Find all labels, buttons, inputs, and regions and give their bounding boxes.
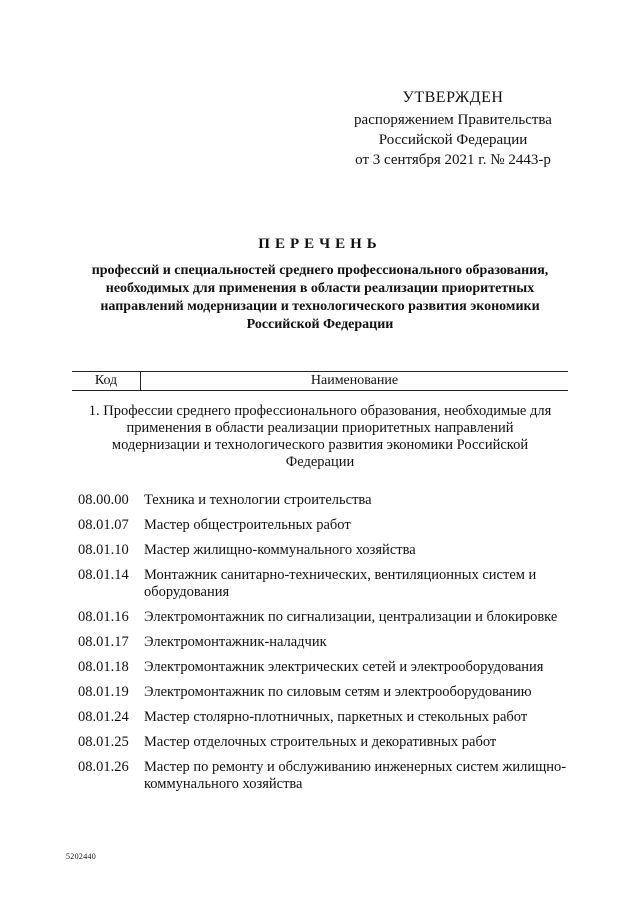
row-name: Мастер общестроительных работ	[144, 517, 351, 533]
document-subtitle: профессий и специальностей среднего профессионального образования, необходимых для применения в области реализации приоритетных направлений модернизации и технологического развития экономики Российской Федерации	[91, 263, 549, 332]
document-heading: ПЕРЕЧЕНЬ	[258, 236, 382, 252]
row-code: 08.00.00	[78, 492, 129, 508]
table-row	[78, 659, 568, 676]
table-row	[78, 517, 568, 534]
row-code: 08.01.19	[78, 684, 129, 700]
row-code: 08.01.26	[78, 759, 129, 775]
row-name: Мастер столярно-плотничных, паркетных и стекольных работ	[144, 709, 528, 725]
row-name: Мастер по ремонту и обслуживанию инженерных систем жилищно-коммунального хозяйства	[144, 759, 567, 792]
table-row	[78, 684, 568, 701]
table-row	[78, 567, 568, 601]
table-row	[78, 734, 568, 751]
row-code: 08.01.18	[78, 659, 129, 675]
row-name: Техника и технологии строительства	[144, 492, 372, 508]
row-code: 08.01.16	[78, 609, 129, 625]
table-row	[78, 609, 568, 626]
row-code: 08.01.24	[78, 709, 129, 725]
column-header-name: Наименование	[310, 373, 399, 388]
table-row	[78, 492, 568, 509]
row-name: Мастер отделочных строительных и декоративных работ	[144, 734, 497, 750]
row-code: 08.01.25	[78, 734, 129, 750]
profession-list	[78, 492, 568, 801]
row-code: 08.01.07	[78, 517, 129, 533]
row-code: 08.01.10	[78, 542, 129, 558]
column-header-code: Код	[72, 372, 141, 390]
table-row	[78, 634, 568, 651]
section-title: 1. Профессии среднего профессионального образования, необходимые для применения в области реализации приоритетных направлений модернизации и технологического развития экономики Российской Федерации	[88, 403, 552, 470]
approval-title: УТВЕРЖДЕН	[402, 89, 504, 106]
row-code: 08.01.17	[78, 634, 129, 650]
row-name: Электромонтажник электрических сетей и электрооборудования	[144, 659, 544, 675]
row-name: Электромонтажник по сигнализации, централизации и блокировке	[144, 609, 558, 625]
document-number: 5202440	[66, 852, 97, 861]
table-row	[78, 759, 568, 793]
row-code: 08.01.14	[78, 567, 129, 583]
table-row	[78, 542, 568, 559]
approval-line-2: Российской Федерации	[378, 132, 528, 148]
table-row	[78, 709, 568, 726]
row-name: Монтажник санитарно-технических, вентиляционных систем и оборудования	[144, 567, 537, 600]
row-name: Электромонтажник по силовым сетям и электрооборудованию	[144, 684, 532, 700]
table-header	[72, 371, 568, 391]
approval-block	[335, 88, 571, 170]
row-name: Мастер жилищно-коммунального хозяйства	[144, 542, 416, 558]
row-name: Электромонтажник-наладчик	[144, 634, 327, 650]
approval-line-3: от 3 сентября 2021 г. № 2443-р	[355, 152, 551, 168]
approval-line-1: распоряжением Правительства	[354, 112, 552, 128]
